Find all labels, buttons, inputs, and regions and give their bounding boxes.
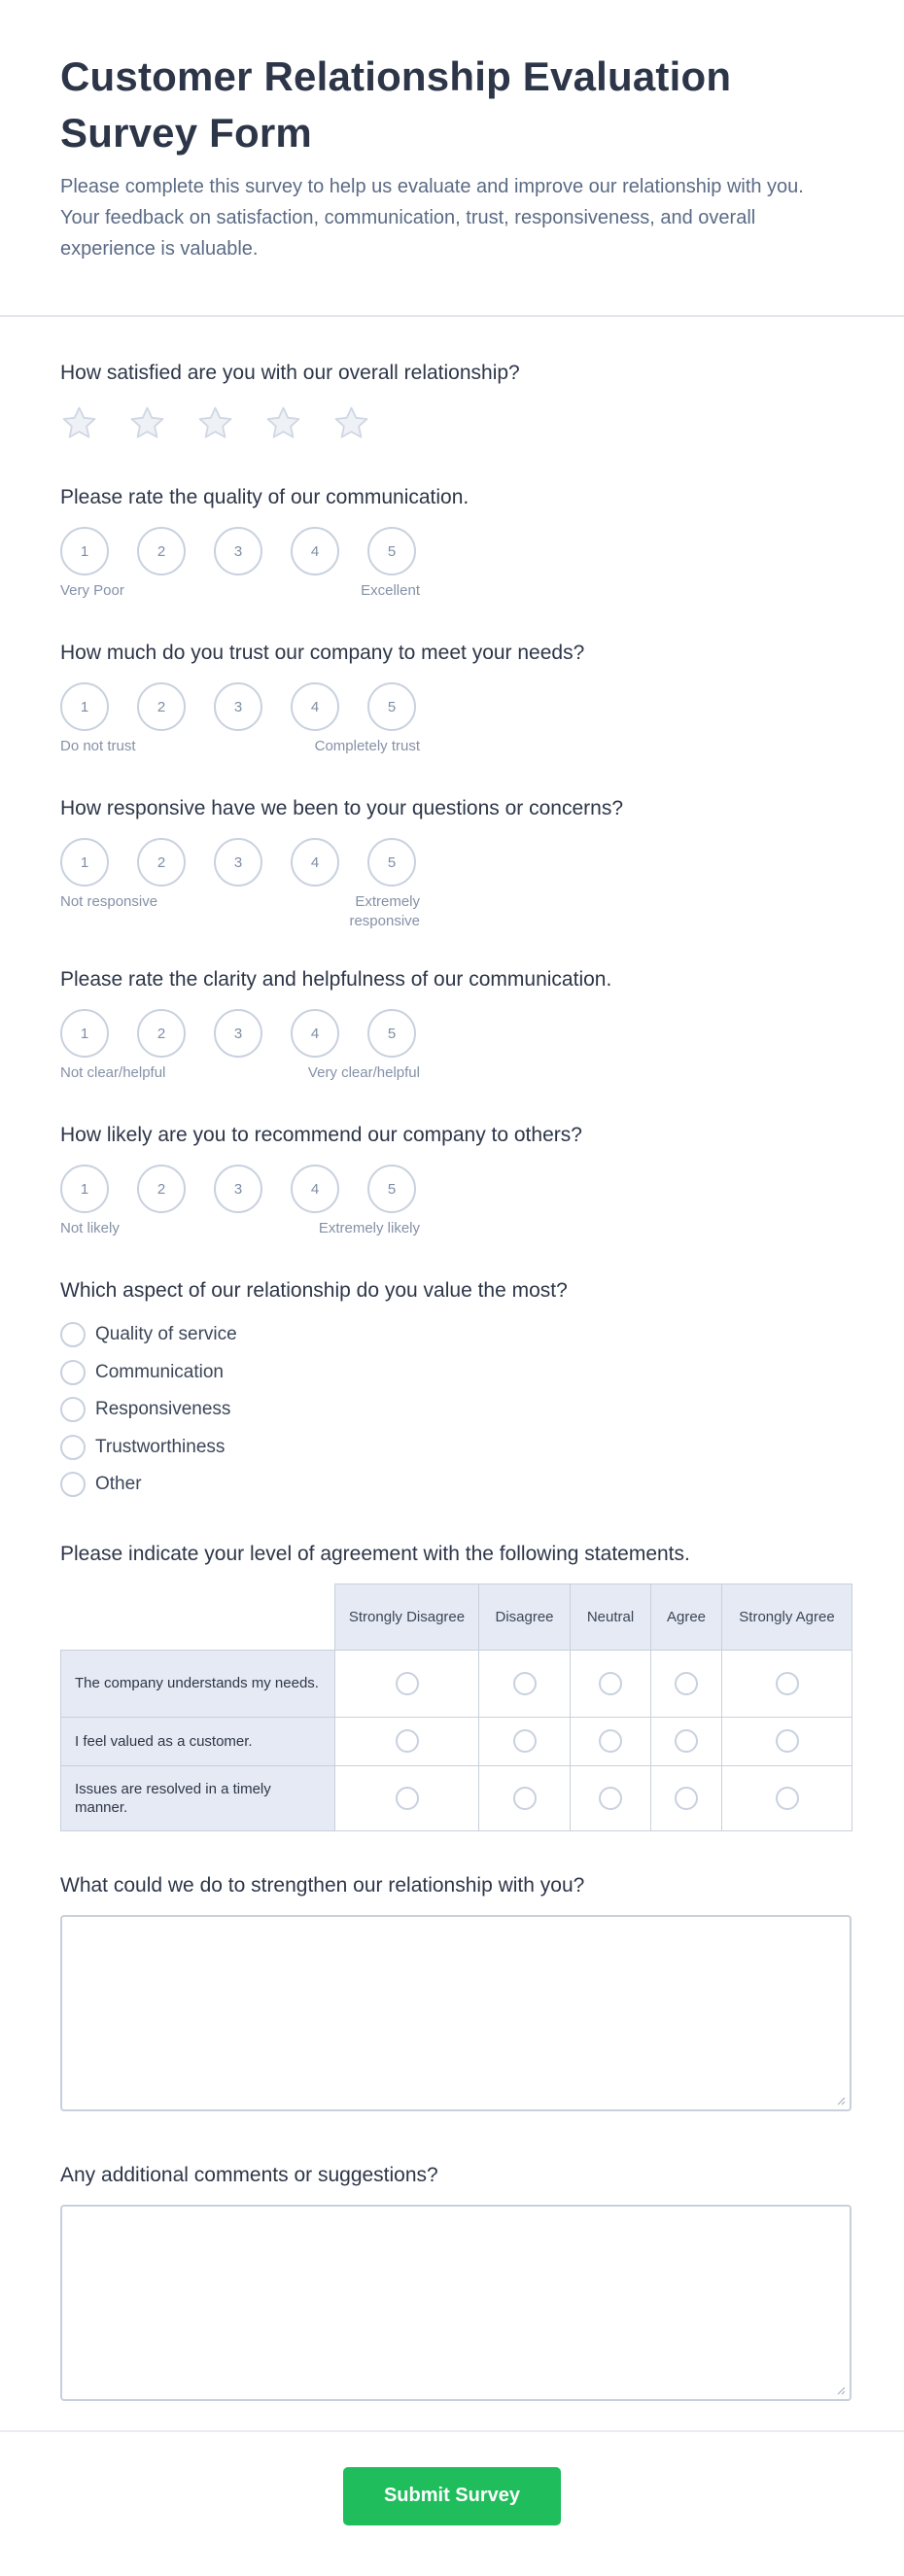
matrix-statement: Issues are resolved in a timely manner. xyxy=(61,1765,335,1830)
radio-label: Responsiveness xyxy=(95,1399,231,1420)
rating-option[interactable]: 3 xyxy=(214,682,262,731)
comments-textarea[interactable] xyxy=(60,2205,852,2401)
radio-button[interactable] xyxy=(513,1729,537,1753)
radio-option[interactable] xyxy=(60,1466,844,1504)
radio-button[interactable] xyxy=(776,1787,799,1810)
star-icon[interactable] xyxy=(332,404,370,442)
rating-option[interactable]: 3 xyxy=(214,1009,262,1058)
matrix-cell[interactable] xyxy=(479,1717,571,1765)
matrix-row xyxy=(61,1765,852,1830)
rating-option[interactable]: 1 xyxy=(60,1009,109,1058)
radio-button[interactable] xyxy=(599,1787,622,1810)
scale-low-label: Not responsive xyxy=(60,893,158,910)
radio-option[interactable] xyxy=(60,1316,844,1354)
question-satisfaction xyxy=(60,362,844,442)
radio-label: Communication xyxy=(95,1361,224,1382)
resize-grip-icon[interactable] xyxy=(836,2385,846,2395)
star-icon[interactable] xyxy=(264,404,302,442)
radio-option[interactable] xyxy=(60,1354,844,1392)
rating-option[interactable]: 5 xyxy=(367,682,416,731)
matrix-cell[interactable] xyxy=(651,1765,722,1830)
matrix-cell[interactable] xyxy=(335,1717,479,1765)
form-footer xyxy=(0,2430,904,2576)
radio-button[interactable] xyxy=(60,1397,86,1422)
question-title: Please rate the clarity and helpfulness of our communication. xyxy=(60,968,612,991)
radio-button[interactable] xyxy=(675,1672,698,1695)
matrix-corner xyxy=(61,1584,335,1650)
radio-button[interactable] xyxy=(675,1787,698,1810)
radio-button[interactable] xyxy=(60,1322,86,1347)
matrix-cell[interactable] xyxy=(651,1650,722,1717)
page-title: Customer Relationship Evaluation Survey Form xyxy=(60,53,732,156)
rating-option[interactable]: 2 xyxy=(137,1165,186,1213)
radio-button[interactable] xyxy=(675,1729,698,1753)
matrix-cell[interactable] xyxy=(571,1765,651,1830)
matrix-column-header: Agree xyxy=(651,1584,722,1650)
question-clarity xyxy=(60,968,844,1083)
scale-high-label: Very clear/helpful xyxy=(307,1064,420,1081)
scale-high-label: Completely trust xyxy=(314,738,420,754)
matrix-cell[interactable] xyxy=(571,1650,651,1717)
rating-option[interactable]: 1 xyxy=(60,838,109,887)
scale-low-label: Do not trust xyxy=(60,738,136,754)
question-title: How much do you trust our company to meet your needs? xyxy=(60,642,585,664)
question-strengthen xyxy=(60,1874,844,2111)
rating-option[interactable]: 5 xyxy=(367,527,416,575)
submit-button[interactable]: Submit Survey xyxy=(343,2467,561,2525)
radio-button[interactable] xyxy=(776,1672,799,1695)
agreement-matrix xyxy=(60,1584,852,1831)
question-title: Please indicate your level of agreement with the following statements. xyxy=(60,1542,690,1565)
matrix-cell[interactable] xyxy=(335,1650,479,1717)
rating-option[interactable]: 1 xyxy=(60,527,109,575)
matrix-column-header: Disagree xyxy=(479,1584,571,1650)
star-icon[interactable] xyxy=(60,404,98,442)
rating-option[interactable]: 4 xyxy=(291,1009,339,1058)
question-trust xyxy=(60,642,844,756)
radio-button[interactable] xyxy=(776,1729,799,1753)
scale-high-label: Excellent xyxy=(361,582,420,599)
matrix-cell[interactable] xyxy=(722,1717,852,1765)
rating-option[interactable]: 4 xyxy=(291,527,339,575)
radio-button[interactable] xyxy=(60,1472,86,1497)
matrix-column-header: Strongly Disagree xyxy=(335,1584,479,1650)
matrix-row xyxy=(61,1717,852,1765)
star-rating xyxy=(60,404,844,442)
survey-header xyxy=(0,0,904,317)
matrix-column-header: Neutral xyxy=(571,1584,651,1650)
survey-form xyxy=(0,362,904,2401)
scale-low-label: Not clear/helpful xyxy=(60,1064,166,1081)
radio-option[interactable] xyxy=(60,1429,844,1467)
matrix-cell[interactable] xyxy=(722,1765,852,1830)
rating-option[interactable]: 1 xyxy=(60,682,109,731)
radio-button[interactable] xyxy=(513,1672,537,1695)
question-title: Any additional comments or suggestions? xyxy=(60,2163,438,2186)
matrix-statement: The company understands my needs. xyxy=(61,1650,335,1717)
matrix-cell[interactable] xyxy=(651,1717,722,1765)
rating-option[interactable]: 2 xyxy=(137,682,186,731)
matrix-cell[interactable] xyxy=(335,1765,479,1830)
radio-button[interactable] xyxy=(396,1672,419,1695)
question-title: How likely are you to recommend our company to others? xyxy=(60,1124,582,1146)
resize-grip-icon[interactable] xyxy=(836,2096,846,2106)
rating-option[interactable]: 5 xyxy=(367,838,416,887)
matrix-cell[interactable] xyxy=(479,1650,571,1717)
rating-option[interactable]: 3 xyxy=(214,838,262,887)
radio-label: Trustworthiness xyxy=(95,1436,226,1457)
radio-button[interactable] xyxy=(599,1729,622,1753)
rating-option[interactable]: 4 xyxy=(291,838,339,887)
rating-option[interactable]: 3 xyxy=(214,1165,262,1213)
rating-option[interactable]: 1 xyxy=(60,1165,109,1213)
star-icon[interactable] xyxy=(196,404,234,442)
radio-button[interactable] xyxy=(396,1729,419,1753)
rating-option[interactable]: 3 xyxy=(214,527,262,575)
radio-option[interactable] xyxy=(60,1391,844,1429)
matrix-cell[interactable] xyxy=(571,1717,651,1765)
matrix-cell[interactable] xyxy=(479,1765,571,1830)
rating-scale xyxy=(60,527,420,601)
radio-button[interactable] xyxy=(396,1787,419,1810)
rating-option[interactable]: 4 xyxy=(291,1165,339,1213)
question-title: Please rate the quality of our communication. xyxy=(60,486,469,508)
star-icon[interactable] xyxy=(128,404,166,442)
question-title: Which aspect of our relationship do you value the most? xyxy=(60,1279,568,1302)
scale-high-label: Extremely likely xyxy=(318,1220,420,1236)
question-title: What could we do to strengthen our relationship with you? xyxy=(60,1873,585,1897)
question-value xyxy=(60,1279,844,1504)
rating-scale xyxy=(60,1009,420,1083)
rating-scale xyxy=(60,1165,420,1238)
rating-option[interactable]: 2 xyxy=(137,1009,186,1058)
question-comments xyxy=(60,2164,844,2401)
strengthen-textarea[interactable] xyxy=(60,1915,852,2111)
rating-option[interactable]: 5 xyxy=(367,1009,416,1058)
radio-button[interactable] xyxy=(513,1787,537,1810)
rating-scale xyxy=(60,838,420,931)
question-title: How satisfied are you with our overall relationship? xyxy=(60,362,520,384)
radio-button[interactable] xyxy=(60,1435,86,1460)
matrix-row xyxy=(61,1650,852,1717)
matrix-column-header: Strongly Agree xyxy=(722,1584,852,1650)
scale-high-label: Extremely responsive xyxy=(349,893,420,929)
rating-scale xyxy=(60,682,420,756)
question-agreement xyxy=(60,1543,844,1831)
radio-label: Quality of service xyxy=(95,1324,237,1345)
rating-option[interactable]: 4 xyxy=(291,682,339,731)
page-description: Please complete this survey to help us evaluate and improve our relationship with you. Your feedback on satisfaction, communication, trust, responsiveness, and overall experience is valuable. xyxy=(60,176,804,260)
question-responsive xyxy=(60,797,844,931)
rating-option[interactable]: 2 xyxy=(137,838,186,887)
scale-low-label: Not likely xyxy=(60,1220,120,1236)
radio-button[interactable] xyxy=(599,1672,622,1695)
rating-option[interactable]: 2 xyxy=(137,527,186,575)
matrix-cell[interactable] xyxy=(722,1650,852,1717)
radio-button[interactable] xyxy=(60,1360,86,1385)
question-communication xyxy=(60,486,844,601)
scale-low-label: Very Poor xyxy=(60,582,124,599)
matrix-statement: I feel valued as a customer. xyxy=(61,1717,335,1765)
question-recommend xyxy=(60,1124,844,1238)
question-title: How responsive have we been to your questions or concerns? xyxy=(60,797,623,819)
radio-label: Other xyxy=(95,1474,142,1495)
radio-group xyxy=(60,1316,844,1504)
rating-option[interactable]: 5 xyxy=(367,1165,416,1213)
